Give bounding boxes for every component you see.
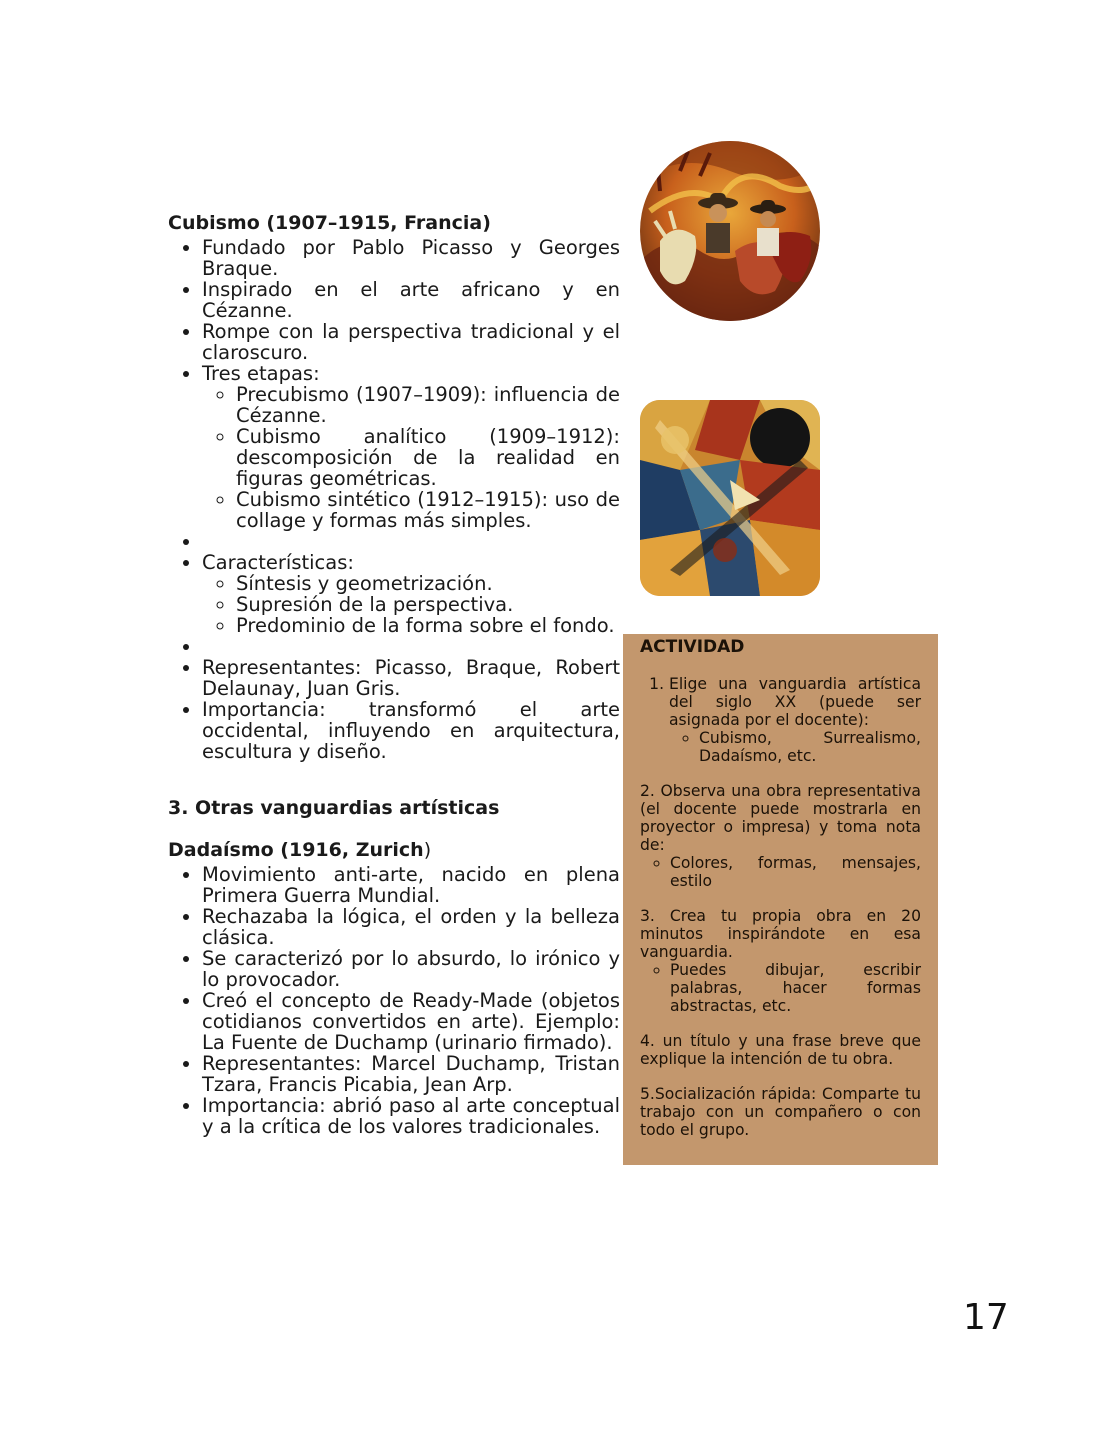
list-item-etapas [202, 363, 620, 531]
painting-horse-riders-svg [640, 141, 820, 321]
cubismo-heading: Cubismo (1907–1915, Francia) [168, 212, 491, 234]
page-number: 17 [963, 1297, 1009, 1338]
cubismo-list [168, 237, 620, 762]
list-item: • Movimiento anti-arte, nacido en plena Primera Guerra Mundial. [202, 864, 620, 906]
activity-box [623, 634, 938, 1165]
activity-step-1 [669, 675, 921, 765]
activity-step-2: 2. Observa una obra representativa (el docente puede mostrarla en proyector o impresa) y toma nota de: [640, 782, 921, 854]
activity-step-3: 3. Crea tu propia obra en 20 minutos inspirándote en esa vanguardia. [640, 907, 921, 961]
main-content [168, 209, 620, 1137]
dadaismo-list [168, 864, 620, 1137]
activity-step-3-sublist [640, 961, 921, 1015]
activity-step-1-list [640, 675, 921, 765]
activity-title: ACTIVIDAD [640, 637, 745, 657]
sub-list-item: ◦ Síntesis y geometrización. [236, 573, 620, 594]
activity-step-1-sublist [669, 729, 921, 765]
dadaismo-heading [168, 836, 620, 864]
etapas-label: Tres etapas: [202, 362, 320, 385]
list-item: • Importancia: transformó el arte occidental, influyendo en arquitectura, escultura y diseño. [202, 699, 620, 762]
activity-sub-item: ◦ Colores, formas, mensajes, estilo [670, 854, 921, 890]
list-item: • Representantes: Picasso, Braque, Robert Delaunay, Juan Gris. [202, 657, 620, 699]
caracteristicas-label: Características: [202, 551, 354, 574]
dadaismo-heading-text: Dadaísmo (1916, Zurich [168, 839, 424, 861]
list-item: • Inspirado en el arte africano y en Cézanne. [202, 279, 620, 321]
activity-step-1-text: Elige una vanguardia artística del siglo XX (puede ser asignada por el docente): [669, 675, 921, 729]
empty-list-item [202, 636, 620, 657]
etapas-sublist [202, 384, 620, 531]
dadaismo-heading-paren: ) [423, 839, 432, 861]
activity-step-5: 5.Socialización rápida: Comparte tu trabajo con un compañero o con todo el grupo. [640, 1085, 921, 1139]
list-item: • Rompe con la perspectiva tradicional y el claroscuro. [202, 321, 620, 363]
list-item: • Rechazaba la lógica, el orden y la belleza clásica. [202, 906, 620, 948]
activity-sub-item: ◦ Puedes dibujar, escribir palabras, hacer formas abstractas, etc. [670, 961, 921, 1015]
list-item: • Importancia: abrió paso al arte conceptual y a la crítica de los valores tradicionales. [202, 1095, 620, 1137]
list-item: • Se caracterizó por lo absurdo, lo irónico y lo provocador. [202, 948, 620, 990]
list-item: • Representantes: Marcel Duchamp, Tristan Tzara, Francis Picabia, Jean Arp. [202, 1053, 620, 1095]
list-item: • Creó el concepto de Ready-Made (objetos cotidianos convertidos en arte). Ejemplo: La Fuente de Duchamp (urinario firmado). [202, 990, 620, 1053]
empty-list-item [202, 531, 620, 552]
activity-sub-item: ◦ Cubismo, Surrealismo, Dadaísmo, etc. [699, 729, 921, 765]
activity-step-2-sublist [640, 854, 921, 890]
list-item: • Fundado por Pablo Picasso y Georges Braque. [202, 237, 620, 279]
painting-abstract-cubist-image [640, 400, 820, 596]
painting-horse-riders-image [640, 141, 820, 321]
sub-list-item: ◦ Precubismo (1907–1909): influencia de Cézanne. [236, 384, 620, 426]
sub-list-item: ◦ Supresión de la perspectiva. [236, 594, 620, 615]
list-item-caracteristicas [202, 552, 620, 636]
activity-step-4: 4. un título y una frase breve que explique la intención de tu obra. [640, 1032, 921, 1068]
sub-list-item: ◦ Predominio de la forma sobre el fondo. [236, 615, 620, 636]
caracteristicas-sublist [202, 573, 620, 636]
sub-list-item: ◦ Cubismo sintético (1912–1915): uso de collage y formas más simples. [236, 489, 620, 531]
painting-abstract-cubist-svg [640, 400, 820, 596]
section-3-heading: 3. Otras vanguardias artísticas [168, 797, 500, 819]
sub-list-item: ◦ Cubismo analítico (1909–1912): descomposición de la realidad en figuras geométricas. [236, 426, 620, 489]
